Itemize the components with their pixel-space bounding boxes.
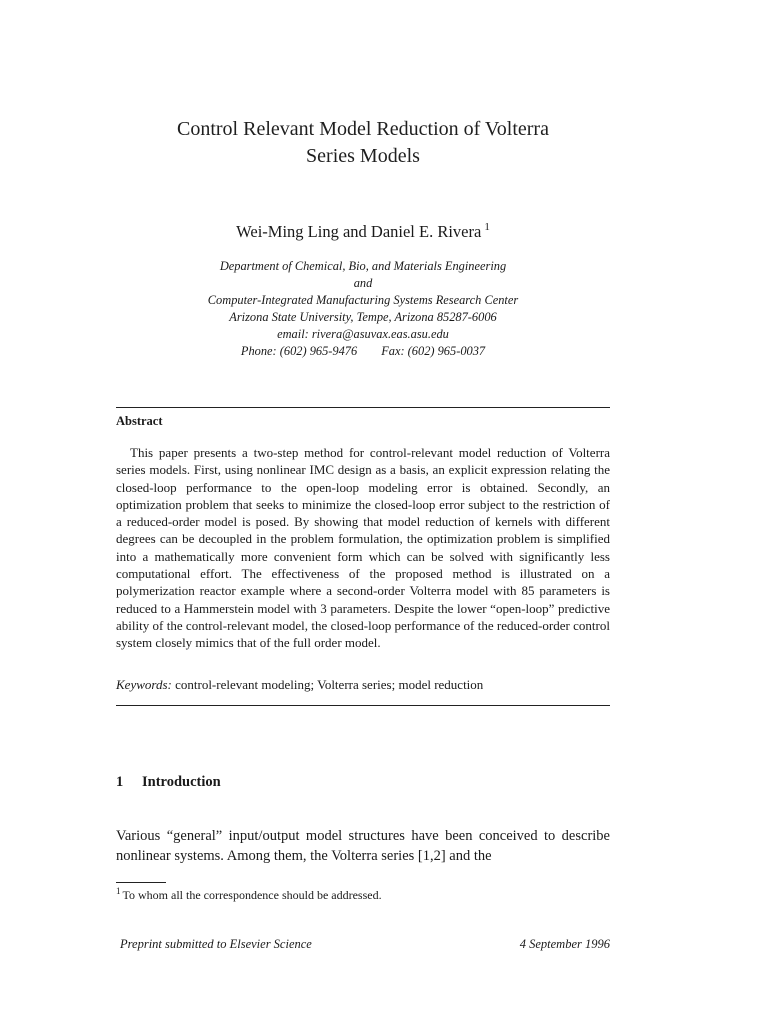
footnote-text: To whom all the correspondence should be addressed. [122, 888, 382, 902]
footnote-mark: 1 [116, 886, 121, 896]
footnote [116, 886, 382, 903]
section-number: 1 [116, 774, 124, 790]
affiliation-line-2: and [353, 276, 373, 290]
intro-paragraph: Various “general” input/output model structures have been conceived to describe nonlinear systems. Among them, the Volterra series [1,2] and the [116, 828, 610, 864]
paper-title [116, 116, 610, 170]
keywords-text: control-relevant modeling; Volterra series; model reduction [175, 677, 484, 692]
affiliation-line-1: Department of Chemical, Bio, and Materials Engineering [219, 259, 507, 273]
title-line-1: Control Relevant Model Reduction of Volterra [177, 118, 549, 140]
abstract-top-rule [116, 407, 610, 408]
footer-preprint-note: Preprint submitted to Elsevier Science [120, 937, 312, 951]
section-title: Introduction [142, 774, 221, 790]
affiliation-line-3: Computer-Integrated Manufacturing Systems Research Center [207, 293, 519, 307]
abstract-bottom-rule [116, 705, 610, 706]
affiliation-contact [116, 343, 610, 360]
keywords-line [116, 676, 610, 693]
keywords-label: Keywords: [116, 677, 172, 692]
affiliation-fax: Fax: (602) 965-0037 [381, 344, 486, 358]
abstract-heading: Abstract [116, 414, 163, 428]
author-line [116, 221, 610, 242]
footer-date: 4 September 1996 [519, 937, 610, 951]
affiliation-line-4: Arizona State University, Tempe, Arizona 85287-6006 [229, 310, 497, 324]
affiliation-block [116, 258, 610, 360]
section-heading [116, 774, 221, 791]
abstract-body: This paper presents a two-step method for control-relevant model reduction of Volterra series models. First, using nonlinear IMC design as a basis, an explicit expression relating the closed-loop performance to the open-loop modeling error is obtained. Secondly, an optimization problem that seeks to minimize the closed-loop error subject to the restriction of a reduced-order model is posed. By showing that model reduction of kernels with different degrees can be decoupled in the problem formulation, the optimization problem is simplified into a mathematically more convenient form which can be solved with significantly less computational effort. The effectiveness of the proposed method is illustrated on a polymerization reactor example where a second-order Volterra model with 85 parameters is reduced to a Hammerstein model with 3 parameters. Despite the lower “open-loop” predictive ability of the control-relevant model, the closed-loop performance of the reduced-order control system closely mimics that of the full order model. [116, 445, 610, 651]
affiliation-phone: Phone: (602) 965-9476 [240, 344, 358, 358]
affiliation-email: email: rivera@asuvax.eas.asu.edu [277, 327, 449, 341]
title-line-2: Series Models [306, 145, 420, 167]
authors: Wei-Ming Ling and Daniel E. Rivera [236, 222, 482, 241]
author-footnote-mark: 1 [484, 221, 490, 233]
footnote-rule [116, 882, 166, 883]
